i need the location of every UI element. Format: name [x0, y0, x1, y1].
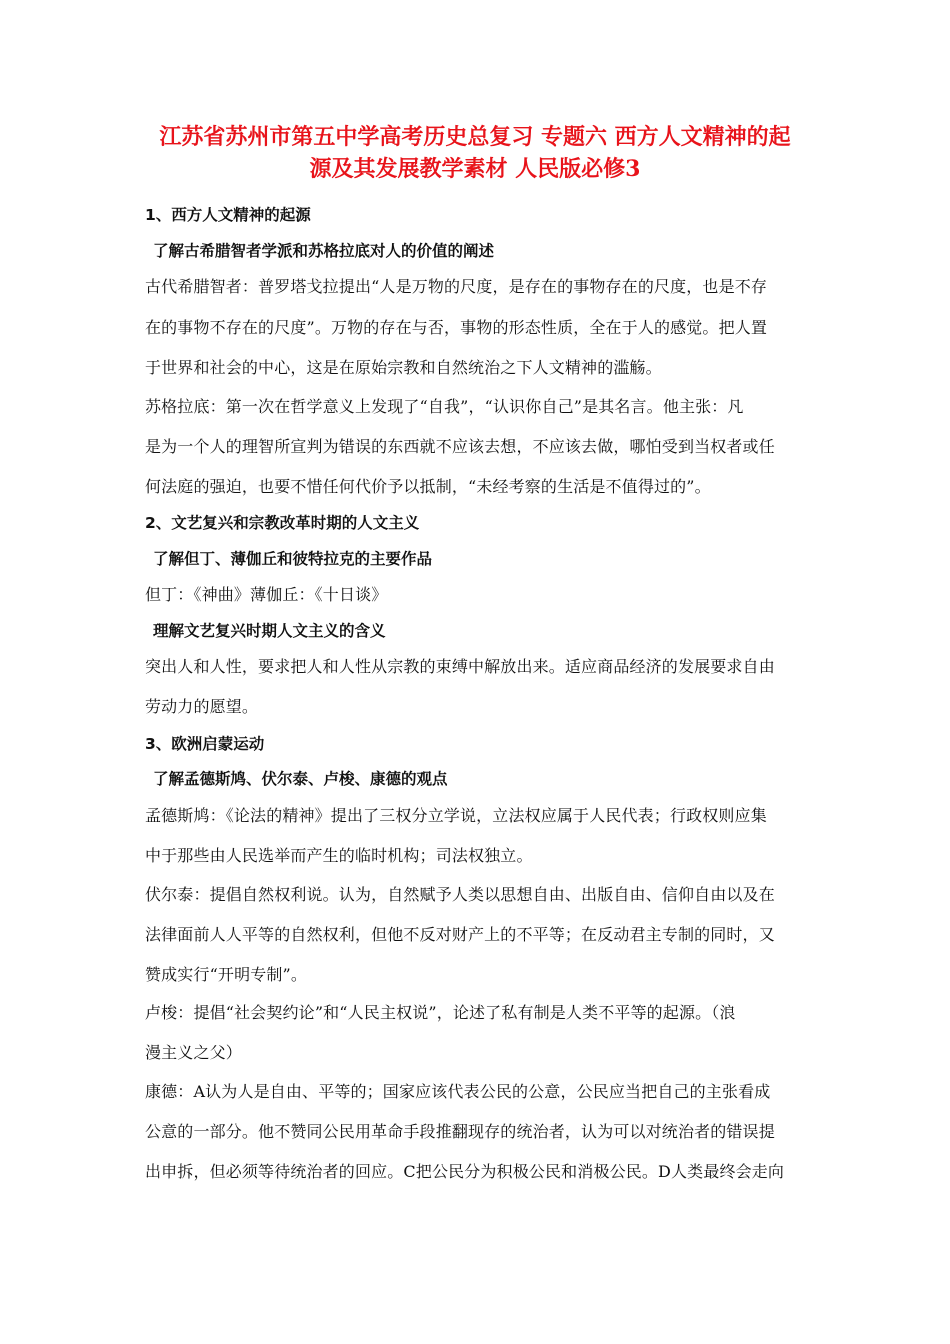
paragraph-text: 卢梭：提倡“社会契约论”和“人民主权说”，论述了私有制是人类不平等的起源。（浪: [145, 1003, 736, 1022]
document-title: [120, 121, 830, 185]
paragraph-text: 于世界和社会的中心，这是在原始宗教和自然统治之下人文精神的滥觞。: [145, 358, 662, 377]
paragraph-text: 漫主义之父）: [145, 1043, 242, 1062]
paragraph-text: 伏尔泰：提倡自然权利说。认为，自然赋予人类以思想自由、出版自由、信仰自由以及在: [145, 885, 775, 904]
paragraph-text: 突出人和人性，要求把人和人性从宗教的束缚中解放出来。适应商品经济的发展要求自由: [145, 657, 775, 676]
paragraph-text: 劳动力的愿望。: [145, 697, 259, 716]
section-2-subheading-2: 理解文艺复兴时期人文主义的含义: [153, 622, 386, 640]
section-3-heading: 3、欧洲启蒙运动: [145, 735, 265, 753]
section-1-heading: 1、西方人文精神的起源: [145, 206, 311, 224]
paragraph-text: 中于那些由人民选举而产生的临时机构；司法权独立。: [145, 846, 533, 865]
title-line-1: 江苏省苏州市第五中学高考历史总复习 专题六 西方人文精神的起: [159, 124, 791, 150]
paragraph-text: 公意的一部分。他不赞同公民用革命手段推翻现存的统治者，认为可以对统治者的错误提: [145, 1122, 775, 1141]
paragraph-text: 孟德斯鸠：《论法的精神》提出了三权分立学说，立法权应属于人民代表；行政权则应集: [145, 806, 767, 825]
section-1-subheading: 了解古希腊智者学派和苏格拉底对人的价值的阐述: [153, 242, 495, 260]
section-3-subheading: 了解孟德斯鸠、伏尔泰、卢梭、康德的观点: [153, 770, 448, 788]
paragraph-text: 但丁：《神曲》薄伽丘：《十日谈》: [145, 585, 388, 604]
paragraph-text: 在的事物不存在的尺度”。万物的存在与否，事物的形态性质，全在于人的感觉。把人置: [145, 318, 768, 337]
paragraph-text: 康德：A认为人是自由、平等的；国家应该代表公民的公意，公民应当把自己的主张看成: [145, 1082, 771, 1101]
paragraph-text: 苏格拉底：第一次在哲学意义上发现了“自我”，“认识你自己”是其名言。他主张：凡: [145, 397, 744, 416]
paragraph-text: 何法庭的强迫，也要不惜任何代价予以抵制，“未经考察的生活是不值得过的”。: [145, 477, 711, 496]
paragraph-text: 古代希腊智者：普罗塔戈拉提出“人是万物的尺度，是存在的事物存在的尺度，也是不存: [145, 277, 768, 296]
paragraph-text: 赞成实行“开明专制”。: [145, 965, 308, 984]
section-2-subheading-1: 了解但丁、薄伽丘和彼特拉克的主要作品: [153, 550, 433, 568]
paragraph-text: 是为一个人的理智所宣判为错误的东西就不应该去想，不应该去做，哪怕受到当权者或任: [145, 437, 775, 456]
paragraph-text: 出申拆，但必须等待统治者的回应。C把公民分为积极公民和消极公民。D人类最终会走向: [145, 1162, 785, 1181]
paragraph-text: 法律面前人人平等的自然权利，但他不反对财产上的不平等；在反动君主专制的同时，又: [145, 925, 775, 944]
section-2-heading: 2、文艺复兴和宗教改革时期的人文主义: [145, 514, 420, 532]
title-line-2: 源及其发展教学素材 人民版必修3: [309, 156, 641, 182]
